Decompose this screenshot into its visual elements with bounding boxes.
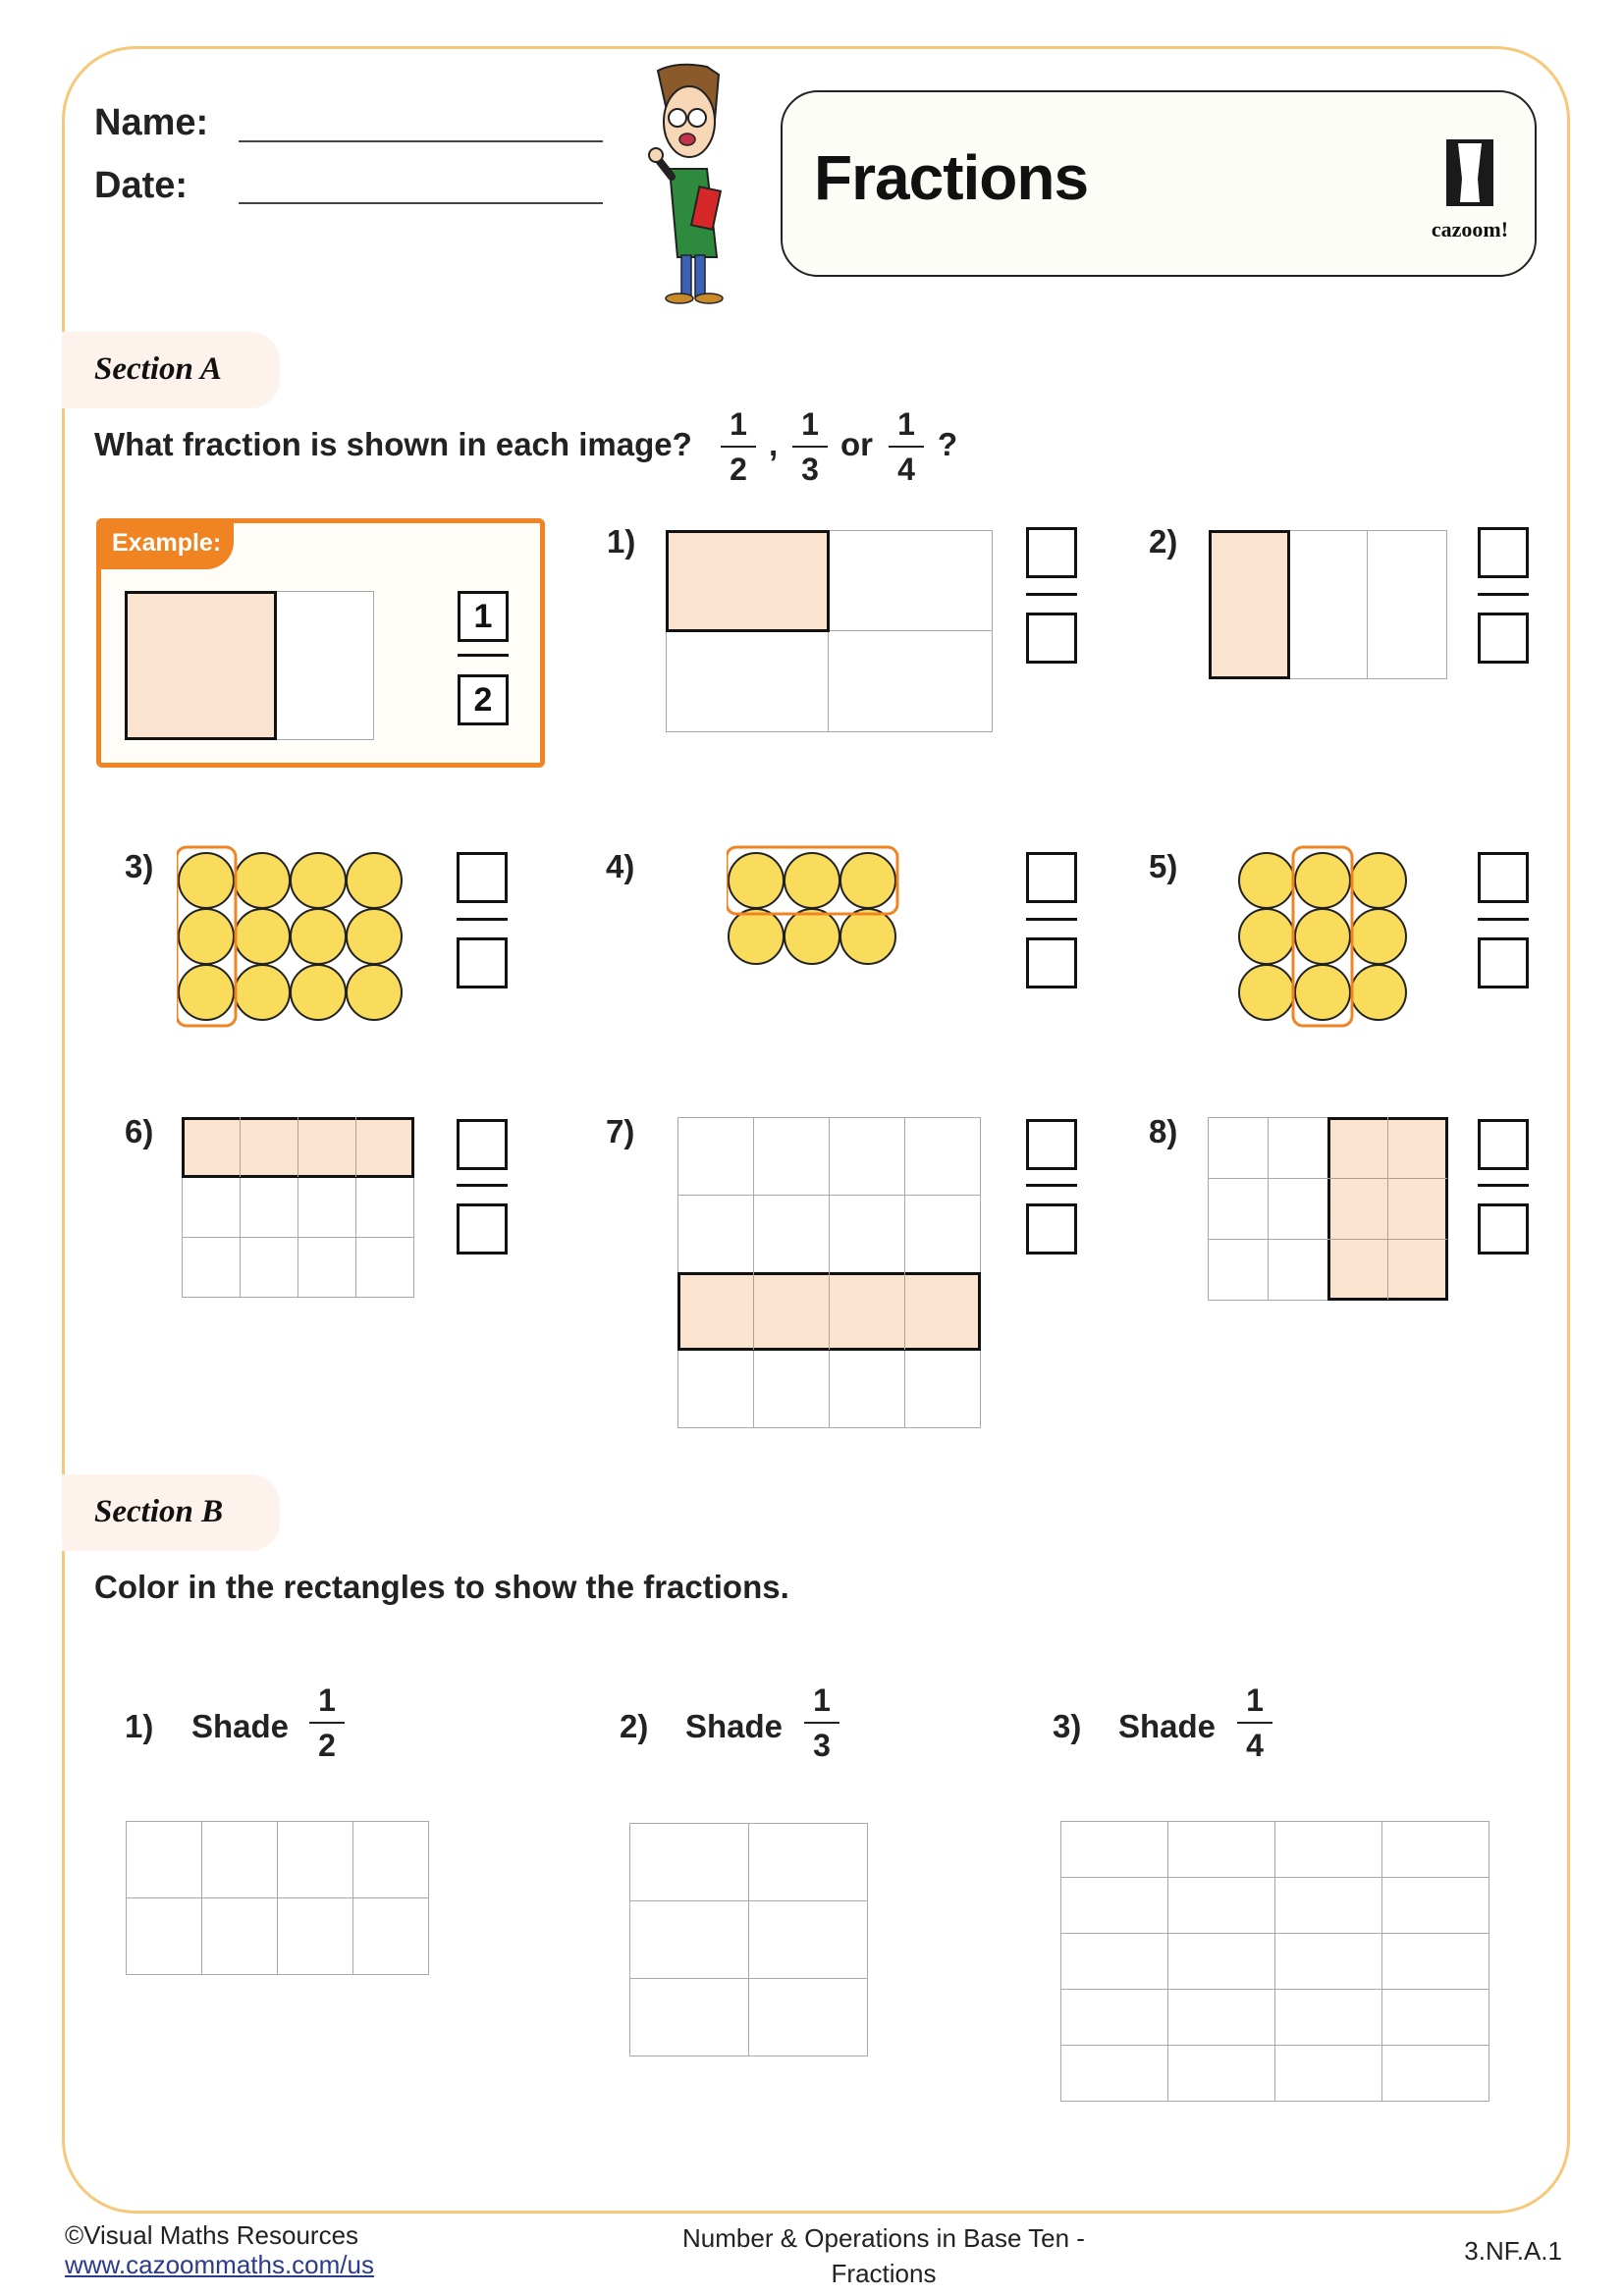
- section-b-heading: [62, 1474, 280, 1551]
- counter: [1239, 965, 1294, 1020]
- page-title: Fractions: [814, 142, 1089, 213]
- shade-problem-1-fraction: [307, 1682, 347, 1763]
- grid-cell[interactable]: [1381, 1821, 1489, 1878]
- grid-line: [904, 1272, 905, 1350]
- answer-numerator-input[interactable]: [457, 852, 508, 903]
- fraction-denominator: 3: [813, 1728, 831, 1763]
- name-field[interactable]: [239, 140, 603, 142]
- counter: [785, 853, 839, 908]
- fraction-bar: [1237, 1722, 1272, 1724]
- example-box: [96, 518, 545, 768]
- counter: [1295, 909, 1350, 964]
- problem-2-label: 2): [1149, 523, 1178, 560]
- answer-denominator-input[interactable]: [1478, 937, 1529, 988]
- fraction-denominator: 2: [318, 1728, 336, 1763]
- grid-cell: [753, 1195, 830, 1273]
- fraction-numerator: 1: [730, 406, 747, 442]
- counter: [347, 853, 402, 908]
- grid-cell: [1268, 1178, 1328, 1240]
- grid-line: [1387, 1117, 1388, 1300]
- answer-denominator-input[interactable]: [1026, 1203, 1077, 1255]
- cazoom-logo-icon: [1425, 139, 1515, 210]
- counter: [1351, 965, 1406, 1020]
- grid-cell[interactable]: [1381, 1933, 1489, 1990]
- grid-cell: [1208, 1178, 1269, 1240]
- fraction-denominator: 3: [801, 452, 819, 487]
- grid-cell: [677, 1350, 754, 1428]
- grid-cell: [240, 1237, 298, 1298]
- shade-problem-3-fraction: [1235, 1682, 1274, 1763]
- problem-1-label: 1): [607, 523, 636, 560]
- counter: [840, 853, 895, 908]
- fraction-bar: [1478, 1184, 1529, 1187]
- title-box: [781, 90, 1537, 277]
- grid-cell[interactable]: [1381, 1989, 1489, 2046]
- answer-numerator-input[interactable]: [1478, 852, 1529, 903]
- fraction-denominator: 4: [1246, 1728, 1264, 1763]
- grid-cell: [1367, 530, 1447, 679]
- counter: [1295, 965, 1350, 1020]
- date-field[interactable]: [239, 202, 603, 204]
- grid-cell[interactable]: [1381, 2045, 1489, 2102]
- grid-cell[interactable]: [1274, 1933, 1382, 1990]
- fraction-denominator: 4: [897, 452, 915, 487]
- counter: [291, 909, 346, 964]
- teacher-character-illustration: [638, 61, 746, 306]
- fraction-bar: [458, 654, 509, 657]
- grid-line: [240, 1117, 241, 1177]
- grid-cell[interactable]: [1060, 2045, 1168, 2102]
- grid-cell[interactable]: [629, 1823, 749, 1901]
- grid-cell[interactable]: [1274, 2045, 1382, 2102]
- footer-topic-line1: Number & Operations in Base Ten -: [682, 2223, 1085, 2253]
- grid-cell: [677, 1195, 754, 1273]
- fraction-denominator: 2: [730, 452, 747, 487]
- or-word: or: [840, 426, 873, 462]
- section-a-heading: [62, 332, 280, 408]
- counter: [1295, 853, 1350, 908]
- fraction-bar: [804, 1722, 839, 1724]
- counter: [235, 965, 290, 1020]
- shade-problem-2-verb: Shade: [685, 1708, 784, 1744]
- grid-cell: [182, 1177, 241, 1238]
- counter: [347, 965, 402, 1020]
- counter: [179, 909, 234, 964]
- grid-cell[interactable]: [1060, 1989, 1168, 2046]
- fraction-bar: [721, 446, 756, 448]
- counter: [291, 965, 346, 1020]
- grid-cell[interactable]: [277, 1897, 353, 1975]
- shaded-part: [666, 530, 830, 632]
- grid-cell: [1208, 1117, 1269, 1179]
- fraction-numerator: 1: [1246, 1682, 1264, 1718]
- answer-numerator-input[interactable]: [1026, 1119, 1077, 1170]
- grid-cell[interactable]: [1167, 1989, 1275, 2046]
- shade-problem-2-fraction: [802, 1682, 841, 1763]
- shade-problem-2-label: 2): [620, 1708, 649, 1744]
- grid-line: [1327, 1239, 1447, 1240]
- example-tag: [96, 518, 234, 569]
- grid-cell: [666, 630, 830, 732]
- example-denominator-box: 2: [458, 674, 509, 725]
- answer-denominator-input[interactable]: [457, 1203, 508, 1255]
- problem-5-label: 5): [1149, 848, 1178, 884]
- grid-cell: [904, 1350, 981, 1428]
- grid-cell[interactable]: [201, 1821, 278, 1898]
- counter: [729, 853, 784, 908]
- option-fraction-half: [719, 406, 758, 487]
- fraction-numerator: 1: [318, 1682, 336, 1718]
- answer-numerator-input[interactable]: [1026, 527, 1077, 578]
- grid-cell: [240, 1177, 298, 1238]
- footer-topic-line2: Fractions: [831, 2259, 937, 2288]
- answer-numerator-input[interactable]: [1478, 1119, 1529, 1170]
- shade-problem-1-label: 1): [125, 1708, 154, 1744]
- counter: [235, 909, 290, 964]
- counters-3x3: [1237, 839, 1434, 1036]
- grid-cell: [904, 1117, 981, 1196]
- fraction-bar: [1478, 593, 1529, 596]
- section-a-question: What fraction is shown in each image?: [94, 426, 692, 462]
- grid-cell[interactable]: [126, 1821, 202, 1898]
- answer-denominator-input[interactable]: [457, 937, 508, 988]
- grid-cell[interactable]: [1274, 1821, 1382, 1878]
- counter: [291, 853, 346, 908]
- shade-problem-3-label: 3): [1053, 1708, 1082, 1744]
- footer-website-link[interactable]: [65, 2250, 374, 2280]
- fraction-numerator: 1: [897, 406, 915, 442]
- answer-denominator-input[interactable]: [1478, 1203, 1529, 1255]
- counters-3x2: [727, 839, 943, 987]
- grid-cell[interactable]: [1274, 1989, 1382, 2046]
- grid-cell[interactable]: [277, 1821, 353, 1898]
- section-a-title: Section A: [94, 351, 222, 387]
- fraction-bar: [1026, 593, 1077, 596]
- grid-cell: [753, 1117, 830, 1196]
- grid-cell[interactable]: [1167, 1877, 1275, 1934]
- fraction-bar: [792, 446, 828, 448]
- counter: [840, 909, 895, 964]
- shade-problem-1-verb: Shade: [191, 1708, 290, 1744]
- example-label: Example:: [112, 529, 222, 557]
- grid-cell[interactable]: [1167, 1821, 1275, 1878]
- grid-cell[interactable]: [1060, 1877, 1168, 1934]
- grid-line: [829, 1272, 830, 1350]
- fraction-bar: [457, 918, 508, 921]
- grid-cell: [753, 1350, 830, 1428]
- cazoom-logo: [1425, 139, 1515, 241]
- counters-4x3: [177, 839, 432, 1036]
- counter: [235, 853, 290, 908]
- fraction-bar: [1026, 1184, 1077, 1187]
- example-numerator-box: 1: [458, 591, 509, 642]
- problem-4-label: 4): [606, 848, 635, 884]
- grid-cell[interactable]: [748, 1823, 868, 1901]
- question-mark: ?: [938, 426, 958, 462]
- option-fraction-third: [790, 406, 830, 487]
- counter: [1239, 909, 1294, 964]
- grid-line: [753, 1272, 754, 1350]
- grid-cell[interactable]: [1381, 1877, 1489, 1934]
- counter: [1351, 853, 1406, 908]
- footer-topic: [589, 2220, 1178, 2291]
- grid-cell: [829, 1195, 905, 1273]
- grid-cell: [355, 1177, 414, 1238]
- grid-cell: [828, 630, 993, 732]
- grid-cell[interactable]: [352, 1821, 429, 1898]
- counter: [1351, 909, 1406, 964]
- fraction-bar: [457, 1184, 508, 1187]
- grid-line: [355, 1117, 356, 1177]
- date-label: Date:: [94, 165, 189, 206]
- grid-cell[interactable]: [1060, 1821, 1168, 1878]
- counter: [785, 909, 839, 964]
- grid-cell[interactable]: [352, 1897, 429, 1975]
- answer-numerator-input[interactable]: [1478, 527, 1529, 578]
- fraction-bar: [309, 1722, 345, 1724]
- grid-cell: [355, 1237, 414, 1298]
- grid-cell: [828, 530, 993, 632]
- grid-cell: [298, 1177, 356, 1238]
- grid-cell[interactable]: [1060, 1933, 1168, 1990]
- grid-cell: [829, 1117, 905, 1196]
- footer-standard: 3.NF.A.1: [1464, 2236, 1562, 2266]
- grid-cell: [829, 1350, 905, 1428]
- grid-cell[interactable]: [629, 1900, 749, 1979]
- option-fraction-quarter: [887, 406, 926, 487]
- fraction-numerator: 1: [801, 406, 819, 442]
- grid-cell: [1288, 530, 1369, 679]
- counter: [179, 965, 234, 1020]
- counter: [729, 909, 784, 964]
- section-b-title: Section B: [94, 1494, 224, 1529]
- section-b-instruction: Color in the rectangles to show the fractions.: [94, 1569, 789, 1605]
- fraction-numerator: 1: [813, 1682, 831, 1718]
- problem-8-label: 8): [1149, 1113, 1178, 1149]
- grid-cell[interactable]: [629, 1978, 749, 2056]
- shaded-part: [1209, 530, 1290, 679]
- shaded-part: [125, 591, 277, 740]
- footer-copyright: ©Visual Maths Resources: [65, 2220, 359, 2250]
- answer-numerator-input[interactable]: [1026, 852, 1077, 903]
- answer-numerator-input[interactable]: [457, 1119, 508, 1170]
- problem-6-label: 6): [125, 1113, 154, 1149]
- answer-denominator-input[interactable]: [1026, 613, 1077, 664]
- grid-cell: [1208, 1239, 1269, 1301]
- grid-cell: [1268, 1239, 1328, 1301]
- problem-7-label: 7): [606, 1113, 635, 1149]
- grid-cell: [677, 1117, 754, 1196]
- grid-cell: [1268, 1117, 1328, 1179]
- counter: [347, 909, 402, 964]
- grid-cell[interactable]: [126, 1897, 202, 1975]
- grid-cell[interactable]: [201, 1897, 278, 1975]
- grid-cell[interactable]: [1167, 1933, 1275, 1990]
- counter: [1239, 853, 1294, 908]
- answer-denominator-input[interactable]: [1026, 937, 1077, 988]
- grid-cell[interactable]: [1274, 1877, 1382, 1934]
- problem-3-label: 3): [125, 848, 154, 884]
- fraction-bar: [889, 446, 924, 448]
- grid-cell[interactable]: [748, 1978, 868, 2056]
- fraction-bar: [1478, 918, 1529, 921]
- shade-problem-3-verb: Shade: [1118, 1708, 1217, 1744]
- name-label: Name:: [94, 102, 209, 143]
- logo-text: cazoom!: [1431, 217, 1509, 241]
- grid-line: [1327, 1178, 1447, 1179]
- website-link[interactable]: www.cazoommaths.com/us: [65, 2250, 374, 2279]
- counter: [179, 853, 234, 908]
- fraction-bar: [1026, 918, 1077, 921]
- grid-cell: [904, 1195, 981, 1273]
- grid-cell: [298, 1237, 356, 1298]
- comma: ,: [769, 426, 779, 462]
- grid-cell[interactable]: [748, 1900, 868, 1979]
- grid-cell[interactable]: [1167, 2045, 1275, 2102]
- grid-cell: [182, 1237, 241, 1298]
- answer-denominator-input[interactable]: [1478, 613, 1529, 664]
